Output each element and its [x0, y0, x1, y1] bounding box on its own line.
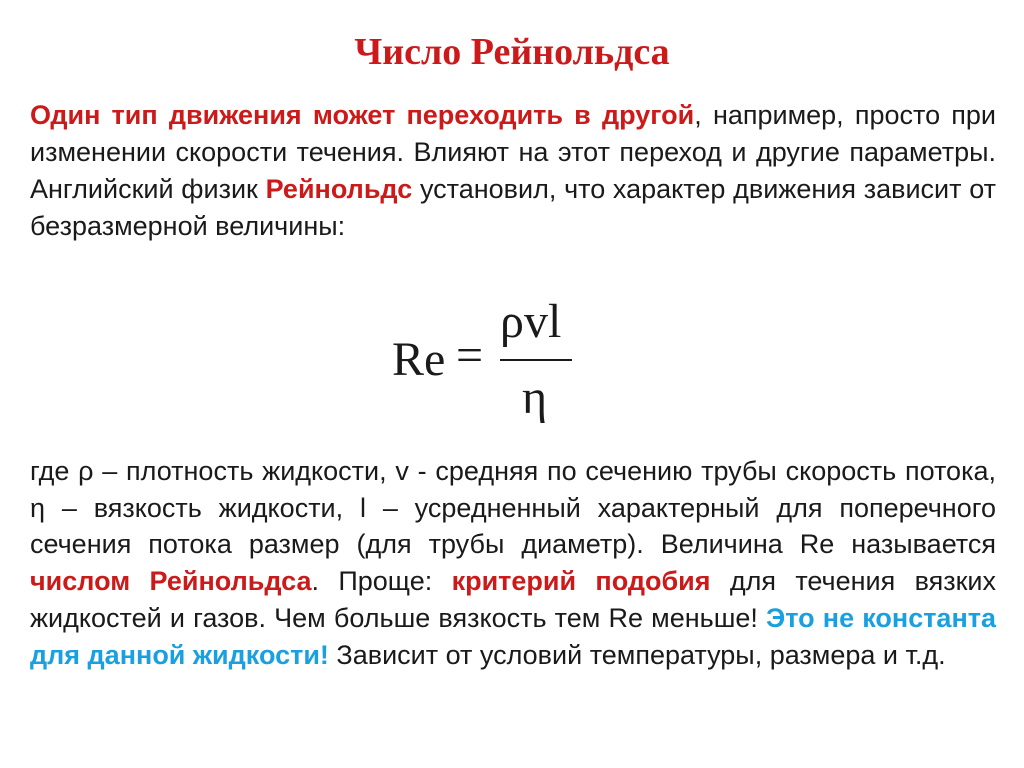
intro-text-1: , например, просто при изменении скорости течения. Влияют на этот переход и другие параметры. Английский физик: [30, 100, 997, 204]
formula-denominator: η: [522, 371, 548, 424]
intro-paragraph: [30, 97, 996, 245]
intro-text-2: установил, что характер движения зависит от безразмерной величины:: [30, 173, 996, 241]
similarity-criterion-term: критерий подобия: [451, 566, 711, 597]
explanation-text-2: . Проще:: [311, 566, 452, 597]
reynolds-number-term: числом Рейнольдса: [30, 566, 312, 597]
formula-numerator: ρvl: [500, 295, 562, 348]
formula-equals: =: [456, 329, 484, 382]
physicist-name: Рейнольдс: [265, 173, 413, 204]
explanation-text-1: где ρ – плотность жидкости, v - средняя по сечению трубы скорость потока, η – вязкость жидкости, l – усредненный характерный для поперечного сечения потока размер (для трубы диаметр). Величина Re называется: [30, 456, 996, 560]
intro-highlight: Один тип движения может переходить в другой: [30, 100, 695, 130]
not-constant-note: Это не константа для данной жидкости!: [30, 602, 996, 670]
reynolds-formula: [392, 295, 632, 440]
explanation-text-4: Зависит от условий температуры, размера и т.д.: [328, 639, 946, 670]
slide-title: Число Рейнольдса: [354, 31, 670, 73]
formula-lhs: Re: [392, 333, 446, 386]
explanation-text-3: для течения вязких жидкостей и газов. Чем больше вязкость тем Re меньше!: [30, 566, 997, 633]
fraction-bar: [500, 359, 572, 361]
explanation-paragraph: [30, 453, 996, 673]
